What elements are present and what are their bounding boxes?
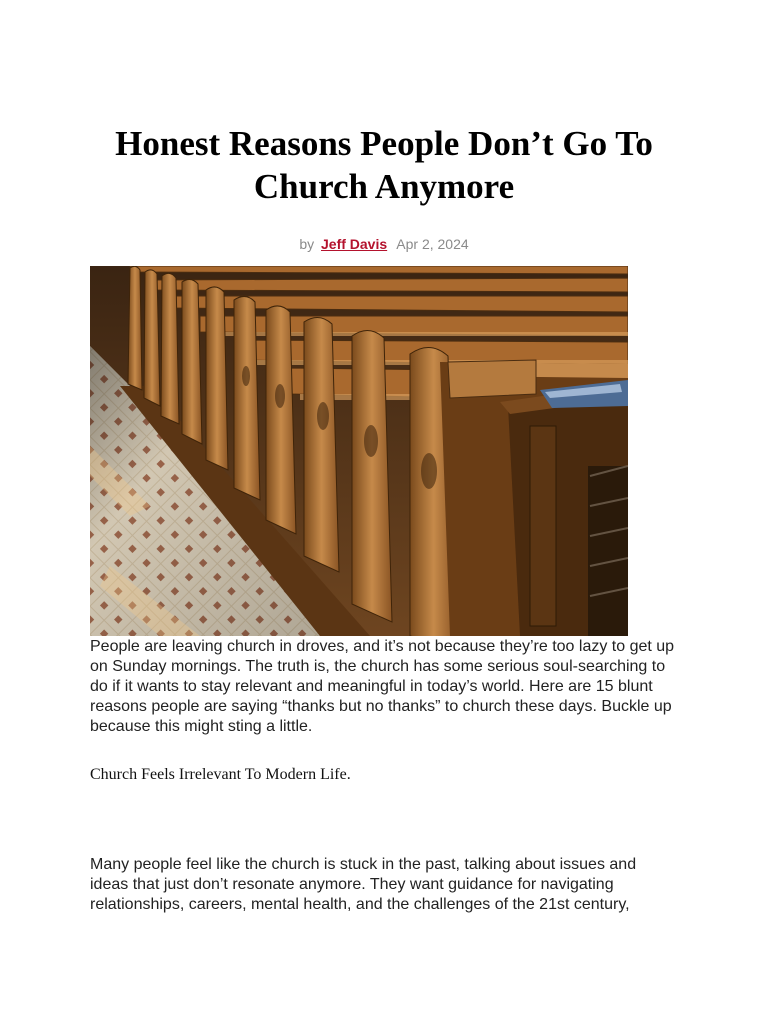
section-heading: Church Feels Irrelevant To Modern Life.: [90, 766, 351, 783]
publish-date: Apr 2, 2024: [396, 236, 469, 252]
hero-image-church-pews: [90, 266, 628, 636]
article-title: Honest Reasons People Don’t Go To Church Anymore: [115, 124, 653, 206]
intro-paragraph: People are leaving church in droves, and it’s not because they’re too lazy to get up on Sunday mornings. The truth is, the church has some serious soul-searching to do if it wants to stay relevant and meaningful in today’s world. Here are 15 blunt reasons people are saying “thanks but no thanks” to church these days. Buckle up because this might sting a little.: [90, 638, 675, 735]
author-link[interactable]: Jeff Davis: [321, 236, 388, 252]
section-paragraph: Many people feel like the church is stuck in the past, talking about issues and ideas that just don’t resonate anymore. They want guidance for navigating relationships, careers, mental health, and the challenges of the 21st century,: [90, 856, 637, 913]
byline: [0, 235, 768, 253]
byline-prefix: by: [299, 236, 315, 252]
